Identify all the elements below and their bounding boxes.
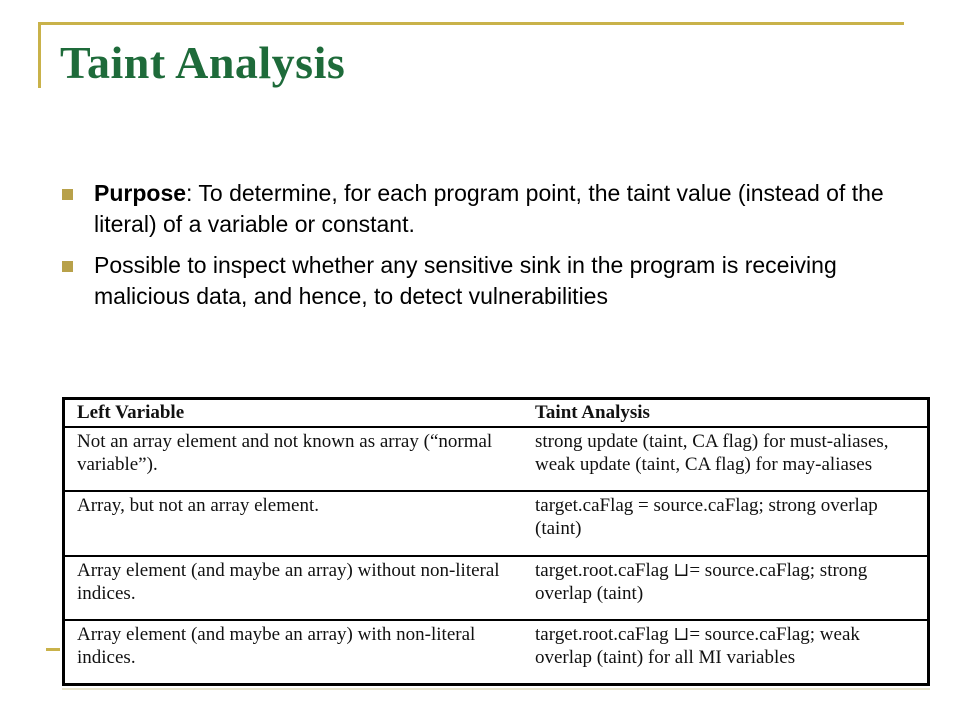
table-cell-right: target.root.caFlag ⊔= source.caFlag; strong overlap (taint) [523,556,927,620]
frame-bottom-stub [46,648,60,651]
square-bullet-icon [62,261,73,272]
bullet-body: Possible to inspect whether any sensitive sink in the program is receiving malicious data, and hence, to detect vulnerabilities [94,252,837,309]
table-cell-right: target.caFlag = source.caFlag; strong overlap (taint) [523,491,927,555]
table-cell-right: target.root.caFlag ⊔= source.caFlag; weak overlap (taint) for all MI variables [535,623,860,668]
table-row [65,556,927,620]
taint-table [65,400,927,683]
frame-left-line [38,22,41,88]
taint-table-figure [62,397,930,686]
bullet-list [60,178,920,322]
table-cell-left: Array, but not an array element. [65,491,523,555]
bullet-text [94,252,837,309]
square-bullet-icon [62,189,73,200]
bullet-body: : To determine, for each program point, the taint value (instead of the literal) of a variable or constant. [94,180,884,237]
table-cell-left: Array element (and maybe an array) with non-literal indices. [77,623,476,668]
bullet-item [60,178,920,240]
bullet-text [94,180,884,237]
header-taint-analysis: Taint Analysis [523,400,927,427]
bullet-item [60,250,920,312]
frame-top-line [38,22,904,25]
frame-bottom-line [62,688,930,690]
header-left-variable: Left Variable [65,400,523,427]
table-cell-left: Not an array element and not known as array (“normal variable”). [65,427,523,491]
table-row [65,491,927,555]
table-cell-left: Array element (and maybe an array) without non-literal indices. [65,556,523,620]
slide-title: Taint Analysis [60,37,346,88]
table-cell-right: strong update (taint, CA flag) for must-aliases, weak update (taint, CA flag) for may-aliases [523,427,927,491]
table-row [65,620,927,683]
bullet-lead: Purpose [94,180,187,206]
table-row [65,427,927,491]
table-header-row [65,400,927,427]
